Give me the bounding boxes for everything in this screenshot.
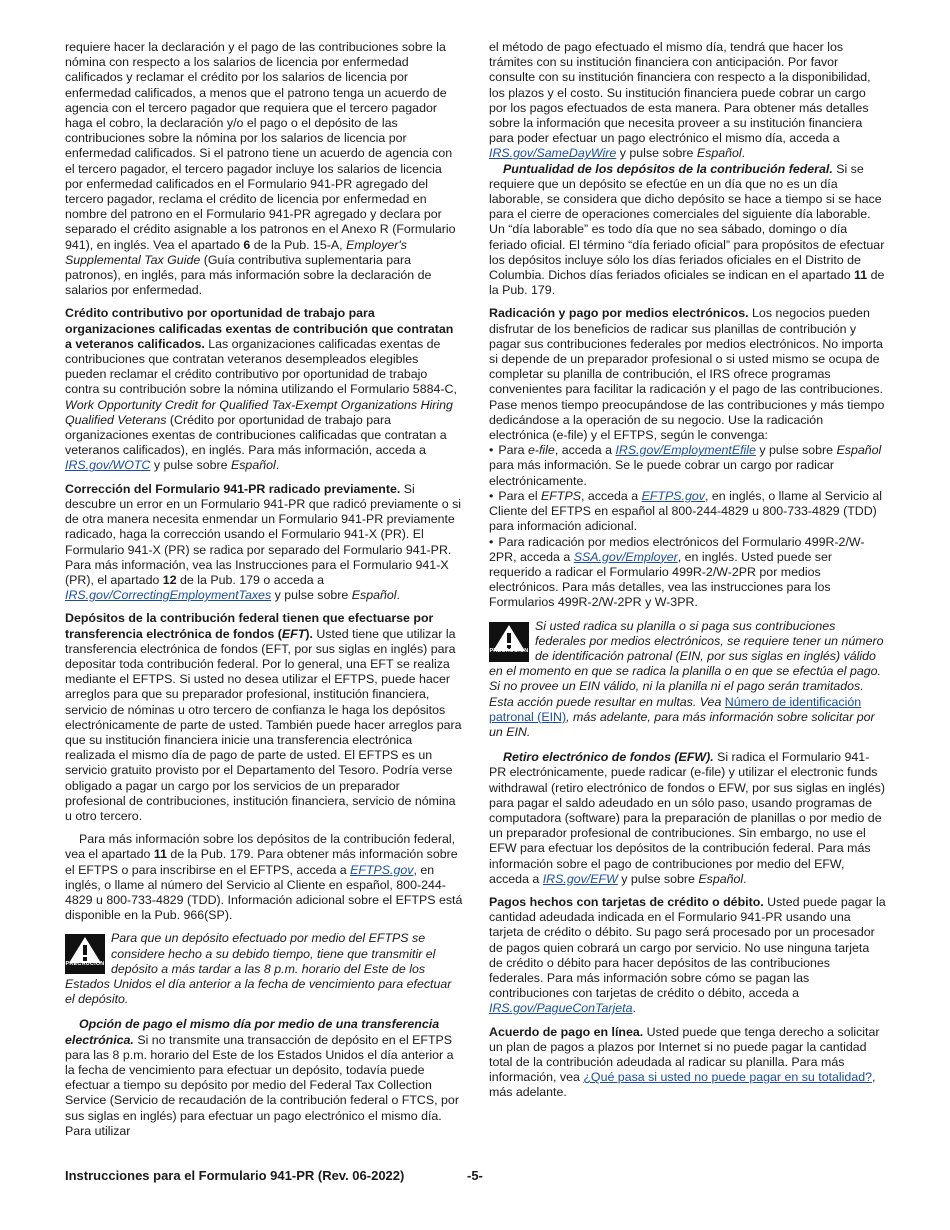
employment-efile-link[interactable]: IRS.gov/EmploymentEfile [615,443,756,458]
correction-section: Corrección del Formulario 941-PR radicado previamente. Si descubre un error en un Formulario 941-PR que radicó previamente o si de otra manera necesita enmendar un Formulario 941-PR previamente radicado, haga la corrección usando el Formulario 941-X (PR). El Formulario 941-X (PR) se radica por separado del Formulario 941-PR. Para más información, vea las Instrucciones para el Formulario 941-X (PR), el apartado 12 de la Pub. 179 o acceda a IRS.gov/CorrectingEmploymentTaxes y pulse sobre Español. [65,481,462,603]
more-info-paragraph: Para más información sobre los depósitos de la contribución federal, vea el apartado 11 de la Pub. 179. Para obtener más información sobre el EFTPS o para inscribirse en el EFTPS, acceda a EFTPS.gov, en inglés, o llame al número del Servicio al Cliente en español, 800-244-4829 u 800-733-4829 (TDD). Información adicional sobre el EFTPS está disponible en la Pub. 966(SP). [65,832,463,923]
footer-title: Instrucciones para el Formulario 941-PR (Rev. 06-2022) [65,1168,405,1183]
correction-heading: Corrección del Formulario 941-PR radicado previamente. [65,481,401,496]
wotc-link[interactable]: IRS.gov/WOTC [65,458,151,473]
electronic-filing-section: Radicación y pago por medios electrónicos. Los negocios pueden disfrutar de los beneficios de radicar sus planillas de contribución y pagar sus contribuciones federales por medios electrónicos. No importa si depende de un preparador profesional o si usted mismo se ocupa de completar su planilla de contribución, el IRS ofrece programas convenientes para facilitar la radicación y el pago de las contribuciones. Pase menos tiempo preocupándose de las contribuciones y más tiempo dedicándose a la operación de su negocio. Use la radicación electrónica (e-file) y el EFTPS, según le convenga: [489,306,885,443]
ein-link[interactable]: Número de identificación patronal (EIN) [489,694,862,724]
page-footer [65,1168,485,1183]
timeliness-heading: Puntualidad de los depósitos de la contribución federal. [503,161,833,176]
wotc-heading: Crédito contributivo por oportunidad de trabajo para organizaciones calificadas exentas de contribución que contratan a veteranos calificados. [65,306,454,351]
intro-paragraph: requiere hacer la declaración y el pago de las contribuciones sobre la nómina con respecto a los salarios de licencia por enfermedad calificados y reclamar el crédito por los salarios de licencia por enfermedad calificados, a menos que el patrono tenga un acuerdo de agencia con el tercero pagador que requiera que el tercero pagador haga el cobro, la declaración y/o el pago o el depósito de las contribuciones sobre la nómina por los salarios de licencia por enfermedad calificados. Si el patrono tiene un acuerdo de agencia con el tercero pagador, el tercero pagador incluye los salarios de licencia por enfermedad calificados en el Formulario 941-PR agregado del tercero pagador, reclama el crédito de licencia por enfermedad en nombre del patrono en el Formulario 941-PR agregado y declara por separado el crédito asignable a los patronos en el Anexo R (Formulario 941), en inglés. Vea el apartado 6 de la Pub. 15-A, Employer's Supplemental Tax Guide (Guía contributiva suplementaria para patronos), en inglés, para más información sobre la declaración de salarios por enfermedad. [65,40,456,298]
caution-note-eftps: PRECAUCION Para que un depósito efectuado por medio del EFTPS se considere hecho a su debido tiempo, tiene que transmitir el depósito a más tardar a las 8 p.m. horario del Este de los Estados Unidos el día anterior a la fecha de vencimiento para efectuar el depósito. [65,931,452,1007]
same-day-heading: Opción de pago el mismo día por medio de una transferencia electrónica. [65,1017,440,1047]
cannot-pay-link[interactable]: ¿Qué pasa si usted no puede pagar en su totalidad? [583,1070,872,1085]
same-day-continued: el método de pago efectuado el mismo día, tendrá que hacer los trámites con su institución financiera con anticipación. Por favor consulte con su institución financiera con respecto a la disponibilidad, los plazos y el costo. Su institución financiera puede cobrar un cargo por los pagos efectuados de esta manera. Para obtener más detalles sobre la información que necesita proveer a su institución financiera para poder efectuar un pago electrónico el mismo día, acceda a IRS.gov/SameDayWire y pulse sobre Español. Puntualidad de los depósitos de la contribución federal. Si se requiere que un depósito se efectúe en un día que no es un día laborable, se considera que dicho depósito se hace a tiempo si se hace para el cierre de operaciones comerciales del siguiente día laborable. Un “día laborable” es todo día que no sea sábado, domingo o día feriado oficial. El término “día feriado oficial” para propósitos de efectuar los depósitos incluye sólo los días feriados oficiales en el Distrito de Columbia. Dichos días feriados oficiales se indican en el apartado 11 de la Pub. 179. [489,40,885,298]
page-number: -5- [467,1168,483,1183]
caution-icon: PRECAUCION [65,934,105,974]
efw-heading: Retiro electrónico de fondos (EFW). [503,750,714,765]
caution-icon: PRECAUCION [489,622,529,662]
eftps-gov-link[interactable]: EFTPS.gov [641,488,705,503]
wotc-section: Crédito contributivo por oportunidad de trabajo para organizaciones calificadas exentas de contribución que contratan a veteranos calificados. Las organizaciones calificadas exentas de contribuciones que contratan veteranos desempleados elegibles pueden reclamar el crédito contributivo por oportunidad de trabajo contra su contribución sobre la nómina utilizando el Formulario 5884-C, Work Opportunity Credit for Qualified Tax-Exempt Organizations Hiring Qualified Veterans (Crédito por oportunidad de trabajo para organizaciones exentas de contribuciones calificadas que contratan a veteranos calificados), en inglés. Para más información, acceda a IRS.gov/WOTC y pulse sobre Español. [65,306,457,473]
electronic-filing-heading: Radicación y pago por medios electrónicos. [489,306,749,321]
payment-agreement-heading: Acuerdo de pago en línea. [489,1024,644,1039]
right-column [489,40,886,1109]
left-column [65,40,463,1147]
efw-section: Retiro electrónico de fondos (EFW). Si radica el Formulario 941-PR electrónicamente, puede radicar (e-file) y utilizar el electronic funds withdrawal (retiro electrónico de fondos o EFW, por sus siglas en inglés) para pagar el saldo adeudado en un sólo paso, usando programas de computadora (software) para la preparación de planillas o por medio de un preparador profesional de contribuciones. Sin embargo, no use el EFW para efectuar los depósitos de la contribución federal. Para más información sobre el pago de contribuciones por medio del EFW, acceda a IRS.gov/EFW y pulse sobre Español. [489,750,885,886]
payment-agreement-section: Acuerdo de pago en línea. Usted puede que tenga derecho a solicitar un plan de pagos a plazos por Internet si no puede pagar la cantidad total de la contribución adeudada al radicar su planilla. Para más información, vea ¿Qué pasa si usted no puede pagar en su totalidad?, más adelante. [489,1024,880,1100]
correcting-employment-taxes-link[interactable]: IRS.gov/CorrectingEmploymentTaxes [65,588,272,603]
same-day-wire-link[interactable]: IRS.gov/SameDayWire [489,146,617,161]
card-payments-section: Pagos hechos con tarjetas de crédito o débito. Usted puede pagar la cantidad adeudada indicada en el Formulario 941-PR usando una tarjeta de crédito o débito. Su pago será procesado por un procesador de pagos quien cobrará un cargo por servicio. No use ninguna tarjeta de crédito o débito para hacer depósitos de las contribuciones federales. Para más información sobre cómo se pagan las contribuciones con tarjetas de crédito o débito, acceda a IRS.gov/PagueConTarjeta. [489,894,886,1016]
caution-note-ein: PRECAUCION Si usted radica su planilla o si paga sus contribuciones federales por medios electrónicos, se requiere tener un número de identificación patronal (EIN, por sus siglas en inglés) válido en el momento en que se radica la planilla o en que se efectúa el pago. Si no provee un EIN válido, ni la planilla ni el pago serán tramitados. Esta acción puede resultar en multas. Vea Número de identificación patronal (EIN), más adelante, para más información sobre solicitar por un EIN. [489,618,884,739]
pague-con-tarjeta-link[interactable]: IRS.gov/PagueConTarjeta [489,1001,633,1016]
list-item: • Para radicación por medios electrónicos del Formulario 499R-2/W-2PR, acceda a SSA.gov/Employer, en inglés. Usted puede ser requerido a radicar el Formulario 499R-2/W-2PR por medios electrónicos. Para más detalles, vea las instrucciones para los Formularios 499R-2/W-2PR y W-3PR. [489,535,886,611]
list-item: • Para e-file, acceda a IRS.gov/EmploymentEfile y pulse sobre Español para más información. Se le puede cobrar un cargo por radicar electrónicamente. [489,443,886,489]
ssa-employer-link[interactable]: SSA.gov/Employer [573,549,678,564]
deposits-section: Depósitos de la contribución federal tienen que efectuarse por transferencia electrónica de fondos (EFT). Usted tiene que utilizar la transferencia electrónica de fondos (EFT, por sus siglas en inglés) para depositar toda contribución federal. Por lo general, una EFT se realiza mediante el EFTPS. Si usted no desea utilizar el EFTPS, puede hacer arreglos para que su preparador profesional, institución financiera, servicio de nóminas u otro tercero de confianza le haga los depósitos electrónicamente de parte de usted. También puede hacer arreglos para que su institución financiera inicie una transferencia electrónica realizada el mismo día de pago de parte de usted. El EFTPS es un servicio gratuito provisto por el Departamento del Tesoro. Podría verse obligado a pagar un cargo por los servicios de un preparador profesional de contribuciones, institución financiera, servicio de nómina u otro tercero. [65,611,462,823]
eftps-link[interactable]: EFTPS.gov [350,862,414,877]
same-day-section: Opción de pago el mismo día por medio de una transferencia electrónica. Si no transmite una transacción de depósito en el EFTPS para las 8 p.m. horario del Este de los Estados Unidos el día anterior a la fecha de vencimiento para efectuar un depósito, todavía puede efectuar a tiempo su depósito por medio del Federal Tax Collection Service (Servicio de recaudación de la contribución federal o FTCS, por sus siglas en inglés) para efectuar un pago electrónico el mismo día. Para utilizar [65,1017,459,1138]
list-item: • Para el EFTPS, acceda a EFTPS.gov, en inglés, o llame al Servicio al Cliente del EFTPS en español al 800-244-4829 u 800-733-4829 (TDD) para información adicional. [489,489,886,535]
card-payments-heading: Pagos hechos con tarjetas de crédito o débito. [489,894,764,909]
electronic-options-list [489,443,886,610]
deposits-heading: Depósitos de la contribución federal tienen que efectuarse por transferencia electrónica de fondos (EFT). [65,611,434,641]
efw-link[interactable]: IRS.gov/EFW [542,871,618,886]
